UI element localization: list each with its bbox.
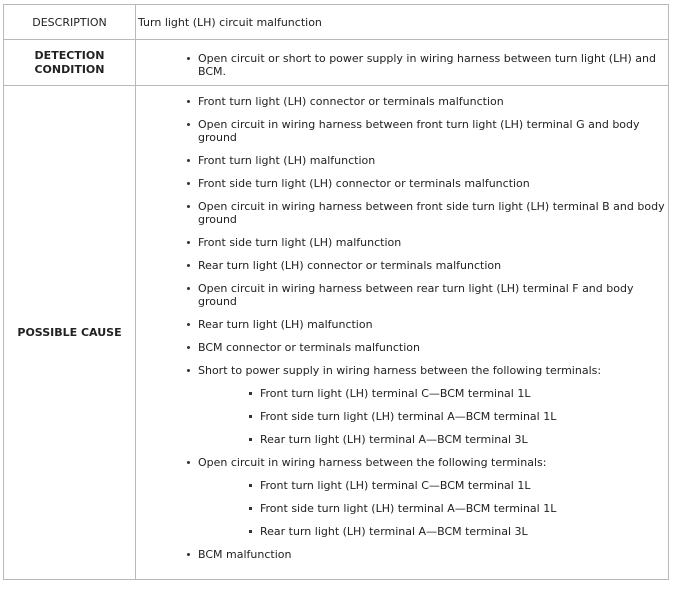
description-row [4, 5, 669, 40]
detection-row [4, 40, 669, 86]
list-item: BCM connector or terminals malfunction [198, 341, 668, 354]
open-circuit-sublist [198, 479, 668, 538]
sub-list-item: Rear turn light (LH) terminal A—BCM terminal 3L [260, 433, 668, 446]
possible-cause-list [136, 86, 668, 561]
list-item: Open circuit or short to power supply in wiring harness between turn light (LH) and BCM. [198, 52, 668, 78]
list-item: Front turn light (LH) malfunction [198, 154, 668, 167]
sub-list-item: Front turn light (LH) terminal C—BCM terminal 1L [260, 387, 668, 400]
sub-list-item: Front side turn light (LH) terminal A—BCM terminal 1L [260, 502, 668, 515]
detection-label: DETECTION CONDITION [4, 40, 136, 86]
list-item: Front side turn light (LH) connector or terminals malfunction [198, 177, 668, 190]
sub-list-item: Front turn light (LH) terminal C—BCM terminal 1L [260, 479, 668, 492]
list-item-text: Open circuit in wiring harness between the following terminals: [198, 456, 547, 469]
list-item: Rear turn light (LH) malfunction [198, 318, 668, 331]
description-label: DESCRIPTION [4, 5, 136, 40]
list-item-open-circuit [198, 456, 668, 538]
list-item: Front turn light (LH) connector or terminals malfunction [198, 95, 668, 108]
list-item: BCM malfunction [198, 548, 668, 561]
possible-cause-row [4, 86, 669, 580]
sub-list-item: Rear turn light (LH) terminal A—BCM terminal 3L [260, 525, 668, 538]
list-item: Front side turn light (LH) malfunction [198, 236, 668, 249]
list-item: Rear turn light (LH) connector or terminals malfunction [198, 259, 668, 272]
short-circuit-sublist [198, 387, 668, 446]
diagnostic-table [3, 4, 669, 580]
list-item-text: Short to power supply in wiring harness between the following terminals: [198, 364, 602, 377]
list-item-short-circuit [198, 364, 668, 446]
possible-cause-cell [136, 86, 669, 580]
detection-list [136, 47, 668, 78]
list-item: Open circuit in wiring harness between front turn light (LH) terminal G and body ground [198, 118, 668, 144]
description-value: Turn light (LH) circuit malfunction [136, 5, 669, 40]
possible-cause-label: POSSIBLE CAUSE [4, 86, 136, 580]
list-item: Open circuit in wiring harness between front side turn light (LH) terminal B and body ground [198, 200, 668, 226]
list-item: Open circuit in wiring harness between rear turn light (LH) terminal F and body ground [198, 282, 668, 308]
sub-list-item: Front side turn light (LH) terminal A—BCM terminal 1L [260, 410, 668, 423]
detection-cell [136, 40, 669, 86]
